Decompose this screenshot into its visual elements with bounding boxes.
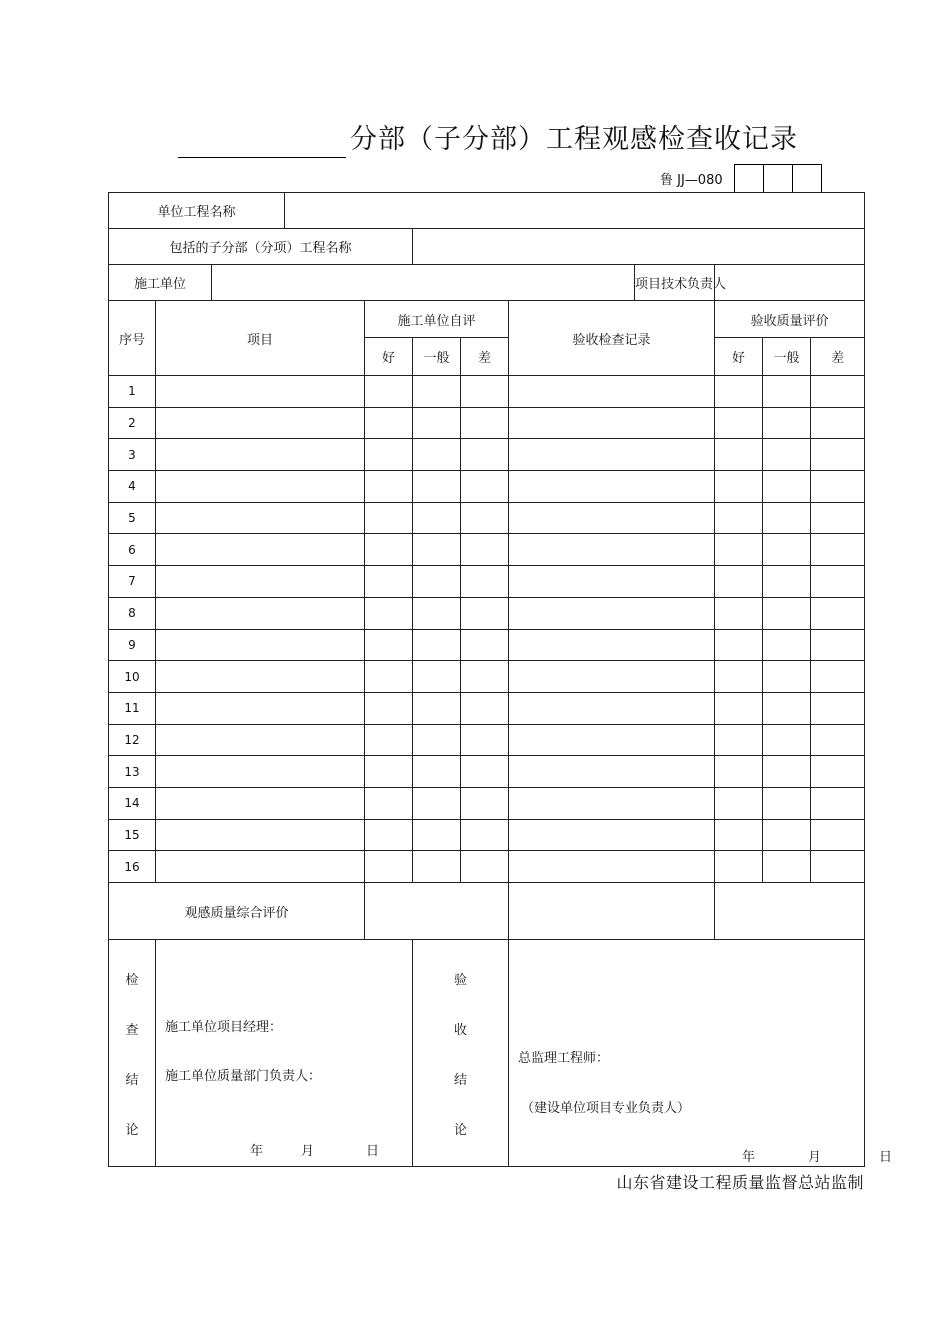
table-row	[109, 502, 865, 534]
row-acc-poor[interactable]	[811, 819, 865, 851]
row-acc-normal[interactable]	[763, 407, 811, 439]
row-self-poor[interactable]	[461, 407, 509, 439]
row-self-poor[interactable]	[461, 692, 509, 724]
row-number: 1	[109, 376, 156, 408]
row-self-normal[interactable]	[413, 566, 461, 598]
accept-day: 日	[879, 1150, 893, 1165]
row-overall	[109, 883, 865, 940]
row-number: 4	[109, 471, 156, 503]
check-year: 年	[250, 1144, 264, 1159]
row-acc-normal[interactable]	[763, 629, 811, 661]
row-record-cell[interactable]	[509, 471, 715, 503]
row-self-poor[interactable]	[461, 851, 509, 883]
row-acc-poor[interactable]	[811, 534, 865, 566]
row-number: 12	[109, 724, 156, 756]
row-self-poor[interactable]	[461, 439, 509, 471]
col-acc-normal: 一般	[763, 338, 811, 376]
table-row	[109, 534, 865, 566]
row-acc-normal[interactable]	[763, 661, 811, 693]
row-acc-poor[interactable]	[811, 692, 865, 724]
row-self-normal[interactable]	[413, 439, 461, 471]
row-acc-normal[interactable]	[763, 724, 811, 756]
inspection-table	[108, 192, 893, 1167]
row-number: 9	[109, 629, 156, 661]
table-row	[109, 376, 865, 408]
row-acc-normal[interactable]	[763, 851, 811, 883]
label-owner-rep: （建设单位项目专业负责人）	[521, 1101, 691, 1116]
accept-year: 年	[742, 1150, 756, 1165]
row-record-cell[interactable]	[509, 819, 715, 851]
label-tech-lead: 项目技术负责人	[635, 265, 715, 301]
field-sub-project[interactable]	[413, 229, 865, 265]
table-row	[109, 629, 865, 661]
row-self-poor[interactable]	[461, 471, 509, 503]
row-self-good[interactable]	[365, 756, 413, 788]
row-acc-normal[interactable]	[763, 376, 811, 408]
table-row	[109, 407, 865, 439]
row-item-cell[interactable]	[156, 787, 365, 819]
row-self-poor[interactable]	[461, 597, 509, 629]
row-item-cell[interactable]	[156, 407, 365, 439]
row-number: 14	[109, 787, 156, 819]
row-acc-poor[interactable]	[811, 851, 865, 883]
row-acc-normal[interactable]	[763, 502, 811, 534]
row-self-normal[interactable]	[413, 407, 461, 439]
form-title	[178, 118, 798, 158]
row-record-cell[interactable]	[509, 629, 715, 661]
check-char-2: 查	[125, 1022, 139, 1038]
table-row	[109, 471, 865, 503]
row-acc-poor[interactable]	[811, 502, 865, 534]
row-acc-good[interactable]	[715, 439, 763, 471]
check-char-3: 结	[125, 1072, 139, 1088]
row-acc-normal[interactable]	[763, 756, 811, 788]
check-char-4: 论	[125, 1122, 139, 1138]
row-number: 6	[109, 534, 156, 566]
row-self-poor[interactable]	[461, 787, 509, 819]
row-acc-good[interactable]	[715, 502, 763, 534]
col-self-normal: 一般	[413, 338, 461, 376]
overall-record[interactable]	[509, 883, 715, 940]
label-unit-project: 单位工程名称	[109, 193, 285, 229]
row-number: 7	[109, 566, 156, 598]
row-record-cell[interactable]	[509, 756, 715, 788]
row-item-cell[interactable]	[156, 376, 365, 408]
check-conclusion-body[interactable]	[156, 940, 413, 1167]
row-acc-poor[interactable]	[811, 376, 865, 408]
row-self-poor[interactable]	[461, 502, 509, 534]
accept-conclusion-label	[413, 940, 509, 1167]
row-self-normal[interactable]	[413, 819, 461, 851]
row-acc-normal[interactable]	[763, 819, 811, 851]
row-item-cell[interactable]	[156, 597, 365, 629]
check-day: 日	[366, 1144, 380, 1159]
row-acc-poor[interactable]	[811, 756, 865, 788]
row-self-normal[interactable]	[413, 597, 461, 629]
row-self-good[interactable]	[365, 376, 413, 408]
table-row	[109, 597, 865, 629]
row-acc-poor[interactable]	[811, 724, 865, 756]
table-row	[109, 724, 865, 756]
row-record-cell[interactable]	[509, 692, 715, 724]
row-acc-normal[interactable]	[763, 534, 811, 566]
row-record-cell[interactable]	[509, 597, 715, 629]
row-acc-normal[interactable]	[763, 566, 811, 598]
row-record-cell[interactable]	[509, 534, 715, 566]
row-item-cell[interactable]	[156, 502, 365, 534]
row-self-normal[interactable]	[413, 756, 461, 788]
label-quality-head: 施工单位质量部门负责人：	[165, 1069, 322, 1084]
field-construction-unit[interactable]	[212, 265, 635, 301]
row-acc-normal[interactable]	[763, 439, 811, 471]
row-self-poor[interactable]	[461, 756, 509, 788]
row-acc-normal[interactable]	[763, 471, 811, 503]
accept-char-3: 结	[454, 1072, 468, 1088]
row-number: 16	[109, 851, 156, 883]
accept-conclusion-body[interactable]	[509, 940, 893, 1167]
label-chief-supervisor: 总监理工程师：	[518, 1051, 610, 1066]
code-box-2[interactable]	[763, 164, 793, 193]
code-box-1[interactable]	[734, 164, 764, 193]
row-self-normal[interactable]	[413, 471, 461, 503]
form-code: 鲁 JJ—080	[660, 172, 723, 188]
row-acc-poor[interactable]	[811, 597, 865, 629]
overall-self[interactable]	[365, 883, 509, 940]
row-record-cell[interactable]	[509, 376, 715, 408]
row-self-good[interactable]	[365, 439, 413, 471]
row-acc-good[interactable]	[715, 724, 763, 756]
row-acc-normal[interactable]	[763, 692, 811, 724]
row-number: 3	[109, 439, 156, 471]
row-self-good[interactable]	[365, 407, 413, 439]
row-record-cell[interactable]	[509, 724, 715, 756]
label-overall: 观感质量综合评价	[109, 883, 365, 940]
row-number: 10	[109, 661, 156, 693]
item-rows	[109, 376, 865, 883]
table-row	[109, 851, 865, 883]
row-item-cell[interactable]	[156, 851, 365, 883]
row-construction-unit	[109, 265, 865, 301]
accept-char-1: 验	[454, 972, 468, 988]
row-self-normal[interactable]	[413, 534, 461, 566]
code-box-3[interactable]	[792, 164, 822, 193]
row-self-normal[interactable]	[413, 502, 461, 534]
row-self-good[interactable]	[365, 819, 413, 851]
row-number: 8	[109, 597, 156, 629]
row-self-normal[interactable]	[413, 724, 461, 756]
row-record-cell[interactable]	[509, 502, 715, 534]
row-acc-poor[interactable]	[811, 629, 865, 661]
row-sub-project	[109, 229, 865, 265]
row-item-cell[interactable]	[156, 629, 365, 661]
row-self-good[interactable]	[365, 566, 413, 598]
row-acc-good[interactable]	[715, 534, 763, 566]
row-item-cell[interactable]	[156, 661, 365, 693]
table-row	[109, 566, 865, 598]
row-self-good[interactable]	[365, 629, 413, 661]
row-acc-good[interactable]	[715, 787, 763, 819]
row-self-good[interactable]	[365, 787, 413, 819]
row-acc-good[interactable]	[715, 471, 763, 503]
table-row	[109, 787, 865, 819]
check-char-1: 检	[125, 972, 139, 988]
row-self-good[interactable]	[365, 471, 413, 503]
row-acc-normal[interactable]	[763, 787, 811, 819]
row-record-cell[interactable]	[509, 407, 715, 439]
col-self-poor: 差	[461, 338, 509, 376]
row-col-header-1	[109, 301, 865, 338]
row-item-cell[interactable]	[156, 534, 365, 566]
field-unit-project[interactable]	[285, 193, 865, 229]
table-row	[109, 819, 865, 851]
label-project-manager: 施工单位项目经理：	[165, 1020, 283, 1035]
row-number: 13	[109, 756, 156, 788]
footer-issuer: 山东省建设工程质量监督总站监制	[616, 1173, 864, 1192]
col-acc-good: 好	[715, 338, 763, 376]
table-row	[109, 756, 865, 788]
row-acc-good[interactable]	[715, 661, 763, 693]
row-item-cell[interactable]	[156, 439, 365, 471]
label-construction-unit: 施工单位	[109, 265, 212, 301]
row-self-normal[interactable]	[413, 629, 461, 661]
row-self-poor[interactable]	[461, 661, 509, 693]
row-acc-good[interactable]	[715, 376, 763, 408]
row-self-good[interactable]	[365, 534, 413, 566]
label-sub-project: 包括的子分部（分项）工程名称	[109, 229, 413, 265]
row-acc-good[interactable]	[715, 756, 763, 788]
row-self-normal[interactable]	[413, 376, 461, 408]
col-item: 项目	[156, 301, 365, 376]
row-acc-good[interactable]	[715, 566, 763, 598]
row-acc-poor[interactable]	[811, 661, 865, 693]
row-item-cell[interactable]	[156, 566, 365, 598]
row-self-poor[interactable]	[461, 376, 509, 408]
row-item-cell[interactable]	[156, 756, 365, 788]
title-blank-line[interactable]	[178, 123, 346, 158]
row-acc-poor[interactable]	[811, 787, 865, 819]
overall-acceptance[interactable]	[715, 883, 865, 940]
row-self-poor[interactable]	[461, 566, 509, 598]
row-item-cell[interactable]	[156, 819, 365, 851]
row-acc-poor[interactable]	[811, 566, 865, 598]
row-self-poor[interactable]	[461, 629, 509, 661]
row-self-normal[interactable]	[413, 851, 461, 883]
row-item-cell[interactable]	[156, 724, 365, 756]
row-conclusions	[109, 940, 865, 1167]
row-acc-normal[interactable]	[763, 597, 811, 629]
row-acc-good[interactable]	[715, 629, 763, 661]
col-self-eval: 施工单位自评	[365, 301, 509, 338]
row-acc-poor[interactable]	[811, 407, 865, 439]
col-acceptance-eval: 验收质量评价	[715, 301, 865, 338]
row-self-good[interactable]	[365, 661, 413, 693]
row-self-poor[interactable]	[461, 724, 509, 756]
row-acc-good[interactable]	[715, 851, 763, 883]
row-self-good[interactable]	[365, 851, 413, 883]
row-unit-project	[109, 193, 865, 229]
row-record-cell[interactable]	[509, 851, 715, 883]
row-item-cell[interactable]	[156, 692, 365, 724]
col-acc-poor: 差	[811, 338, 865, 376]
row-item-cell[interactable]	[156, 471, 365, 503]
row-record-cell[interactable]	[509, 787, 715, 819]
row-self-normal[interactable]	[413, 692, 461, 724]
row-acc-poor[interactable]	[811, 471, 865, 503]
row-self-poor[interactable]	[461, 534, 509, 566]
row-self-normal[interactable]	[413, 787, 461, 819]
check-month: 月	[301, 1144, 315, 1159]
row-record-cell[interactable]	[509, 566, 715, 598]
row-acc-good[interactable]	[715, 597, 763, 629]
row-self-good[interactable]	[365, 597, 413, 629]
accept-month: 月	[808, 1150, 822, 1165]
table-row	[109, 692, 865, 724]
col-record: 验收检查记录	[509, 301, 715, 376]
row-acc-good[interactable]	[715, 407, 763, 439]
accept-char-2: 收	[454, 1022, 468, 1038]
row-self-good[interactable]	[365, 692, 413, 724]
row-number: 2	[109, 407, 156, 439]
table-row	[109, 661, 865, 693]
table-row	[109, 439, 865, 471]
title-text: 分部（子分部）工程观感检查收记录	[350, 124, 798, 155]
row-self-good[interactable]	[365, 724, 413, 756]
row-number: 11	[109, 692, 156, 724]
accept-char-4: 论	[454, 1122, 468, 1138]
row-self-poor[interactable]	[461, 819, 509, 851]
row-self-normal[interactable]	[413, 661, 461, 693]
row-record-cell[interactable]	[509, 661, 715, 693]
col-seq: 序号	[109, 301, 156, 376]
row-number: 5	[109, 502, 156, 534]
row-self-good[interactable]	[365, 502, 413, 534]
row-acc-poor[interactable]	[811, 439, 865, 471]
row-record-cell[interactable]	[509, 439, 715, 471]
row-acc-good[interactable]	[715, 819, 763, 851]
row-acc-good[interactable]	[715, 692, 763, 724]
form-code-bar	[660, 164, 822, 192]
col-self-good: 好	[365, 338, 413, 376]
check-conclusion-label	[109, 940, 156, 1167]
field-tech-lead[interactable]	[715, 265, 865, 301]
row-number: 15	[109, 819, 156, 851]
